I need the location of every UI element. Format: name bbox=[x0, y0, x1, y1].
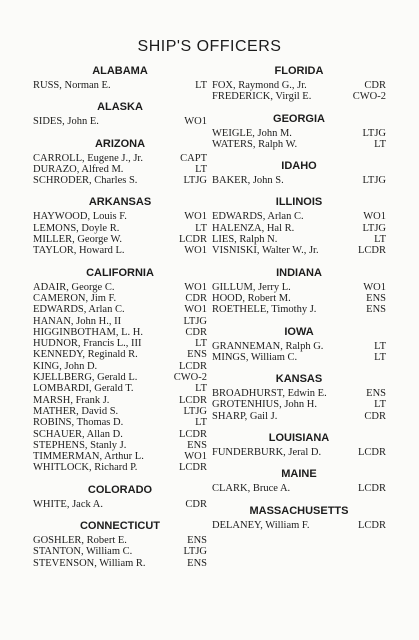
officer-row bbox=[33, 80, 207, 91]
state-section bbox=[212, 372, 386, 422]
officer-name: HANAN, John H., II bbox=[33, 315, 122, 327]
officer-rank: CAPT bbox=[180, 152, 207, 164]
officer-name: MILLER, George W. bbox=[33, 234, 123, 246]
officer-row bbox=[212, 245, 386, 256]
officer-rank: CDR bbox=[185, 292, 207, 304]
officer-name: GRANNEMAN, Ralph G. bbox=[212, 340, 324, 352]
officer-name: SCHRODER, Charles S. bbox=[33, 175, 138, 187]
officer-name: SCHAUER, Allan D. bbox=[33, 428, 123, 440]
officer-row bbox=[33, 282, 207, 293]
officer-name: CAMERON, Jim F. bbox=[33, 292, 117, 304]
state-heading: ARKANSAS bbox=[88, 196, 152, 209]
officer-rank: LCDR bbox=[178, 234, 207, 246]
officer-row bbox=[33, 223, 207, 234]
officer-name: EDWARDS, Arlan C. bbox=[33, 304, 125, 316]
officer-name: KJELLBERG, Gerald L. bbox=[33, 372, 138, 384]
state-section bbox=[33, 64, 207, 91]
officer-row bbox=[212, 483, 386, 494]
officer-row bbox=[33, 293, 207, 304]
officer-rank: WO1 bbox=[363, 281, 386, 293]
state-section bbox=[33, 266, 207, 474]
officer-name: FREDERICK, Virgil E. bbox=[212, 91, 312, 103]
officer-rank: LT bbox=[195, 383, 207, 395]
officer-name: KING, John D. bbox=[33, 360, 98, 372]
officer-rank: LTJG bbox=[183, 546, 207, 558]
state-heading: CALIFORNIA bbox=[86, 266, 154, 279]
officer-rank: LTJG bbox=[183, 175, 207, 187]
state-heading: GEORGIA bbox=[273, 112, 325, 125]
officer-rank: LT bbox=[195, 222, 207, 234]
officer-name: EDWARDS, Arlan C. bbox=[212, 211, 304, 223]
state-section bbox=[33, 137, 207, 187]
officer-name: VISNISKI, Walter W., Jr. bbox=[212, 245, 319, 257]
officer-name: MINGS, William C. bbox=[212, 351, 298, 363]
state-heading: ALASKA bbox=[97, 101, 143, 114]
officer-row bbox=[33, 417, 207, 428]
officer-row bbox=[33, 558, 207, 569]
officer-row bbox=[33, 361, 207, 372]
officer-row bbox=[33, 406, 207, 417]
officer-row bbox=[212, 447, 386, 458]
state-section bbox=[33, 195, 207, 256]
officer-name: LIES, Ralph N. bbox=[212, 234, 278, 246]
officer-name: MATHER, David S. bbox=[33, 405, 119, 417]
officer-rank: ENS bbox=[187, 535, 207, 547]
officer-row bbox=[33, 440, 207, 451]
officer-row bbox=[33, 338, 207, 349]
officer-row bbox=[212, 341, 386, 352]
officer-rank: LTJG bbox=[183, 315, 207, 327]
officer-name: RUSS, Norman E. bbox=[33, 80, 111, 91]
officer-row bbox=[33, 372, 207, 383]
officer-row bbox=[212, 211, 386, 222]
officer-row bbox=[212, 293, 386, 304]
officer-name: WHITE, Jack A. bbox=[33, 498, 103, 510]
state-section bbox=[212, 431, 386, 458]
officer-rank: LCDR bbox=[357, 245, 386, 257]
officer-rank: CDR bbox=[364, 80, 386, 91]
officer-rank: LCDR bbox=[357, 483, 386, 495]
state-section bbox=[33, 483, 207, 510]
officer-name: ADAIR, George C. bbox=[33, 281, 115, 293]
officer-rank: LCDR bbox=[178, 360, 207, 372]
officer-rank: WO1 bbox=[184, 245, 207, 257]
state-heading: MAINE bbox=[281, 468, 317, 481]
officer-rank: CDR bbox=[364, 410, 386, 422]
officer-name: DURAZO, Alfred M. bbox=[33, 163, 124, 175]
officer-rank: LTJG bbox=[183, 405, 207, 417]
officer-name: WEIGLE, John M. bbox=[212, 127, 292, 139]
officer-name: LEMONS, Doyle R. bbox=[33, 222, 120, 234]
state-section bbox=[212, 64, 386, 103]
state-heading: INDIANA bbox=[276, 266, 322, 279]
state-heading: MASSACHUSETTS bbox=[249, 504, 349, 517]
officer-rank: LCDR bbox=[357, 447, 386, 459]
officer-row bbox=[33, 304, 207, 315]
officer-rank: ENS bbox=[187, 349, 207, 361]
state-section bbox=[212, 195, 386, 256]
state-section bbox=[212, 467, 386, 494]
officer-row bbox=[212, 411, 386, 422]
officer-name: BROADHURST, Edwin E. bbox=[212, 388, 327, 400]
state-heading: IDAHO bbox=[281, 160, 317, 173]
state-heading: ARIZONA bbox=[94, 137, 146, 150]
state-heading: COLORADO bbox=[87, 483, 153, 496]
officer-rank: LT bbox=[374, 138, 386, 150]
officer-name: TAYLOR, Howard L. bbox=[33, 245, 125, 257]
officer-row bbox=[33, 349, 207, 360]
officer-row bbox=[33, 383, 207, 394]
officer-rank: LT bbox=[374, 399, 386, 411]
officer-rank: LT bbox=[374, 351, 386, 363]
officer-rank: LCDR bbox=[178, 462, 207, 474]
officer-row bbox=[33, 164, 207, 175]
page-title: SHIP'S OFFICERS bbox=[137, 38, 282, 55]
officer-name: WATERS, Ralph W. bbox=[212, 138, 298, 150]
officer-column-right bbox=[212, 64, 386, 531]
officer-name: HAYWOOD, Louis F. bbox=[33, 211, 127, 223]
officer-row bbox=[33, 153, 207, 164]
officer-name: STEVENSON, William R. bbox=[33, 557, 146, 569]
officer-row bbox=[33, 546, 207, 557]
officer-row bbox=[33, 175, 207, 186]
officer-rank: ENS bbox=[366, 304, 386, 316]
officer-name: GILLUM, Jerry L. bbox=[212, 281, 291, 293]
state-section bbox=[212, 504, 386, 531]
officer-row bbox=[33, 245, 207, 256]
state-section bbox=[33, 100, 207, 127]
officer-rank: LCDR bbox=[357, 519, 386, 531]
officer-rank: WO1 bbox=[184, 116, 207, 128]
state-heading: KANSAS bbox=[275, 373, 323, 386]
officer-name: HIGGINBOTHAM, L. H. bbox=[33, 326, 143, 338]
officer-rank: LT bbox=[374, 340, 386, 352]
officer-name: SIDES, John E. bbox=[33, 116, 99, 128]
officer-rank: CWO-2 bbox=[173, 372, 207, 384]
officer-row bbox=[33, 499, 207, 510]
officer-row bbox=[33, 116, 207, 127]
officer-row bbox=[33, 327, 207, 338]
state-heading: ALABAMA bbox=[92, 65, 148, 77]
officer-name: HOOD, Robert M. bbox=[212, 292, 291, 304]
officer-name: ROETHELE, Timothy J. bbox=[212, 304, 317, 316]
state-section bbox=[33, 519, 207, 569]
officer-rank: ENS bbox=[187, 557, 207, 569]
officer-name: GOSHLER, Robert E. bbox=[33, 535, 127, 547]
officer-name: LOMBARDI, Gerald T. bbox=[33, 383, 134, 395]
officer-name: HUDNOR, Francis L., III bbox=[33, 338, 142, 350]
officer-row bbox=[212, 388, 386, 399]
officer-column-left bbox=[33, 64, 207, 569]
officer-name: FUNDERBURK, Jeral D. bbox=[212, 447, 322, 459]
officer-rank: LCDR bbox=[178, 428, 207, 440]
officer-row bbox=[33, 234, 207, 245]
officer-row bbox=[212, 520, 386, 531]
officer-name: CARROLL, Eugene J., Jr. bbox=[33, 152, 143, 164]
state-heading: CONNECTICUT bbox=[79, 520, 161, 533]
officer-rank: WO1 bbox=[363, 211, 386, 223]
officer-rank: LT bbox=[374, 234, 386, 246]
officer-row bbox=[33, 462, 207, 473]
state-heading: FLORIDA bbox=[274, 65, 324, 77]
officer-row bbox=[212, 234, 386, 245]
state-section bbox=[212, 325, 386, 364]
officer-rank: LTJG bbox=[362, 175, 386, 187]
officer-name: DELANEY, William F. bbox=[212, 519, 310, 531]
officer-row bbox=[212, 282, 386, 293]
officer-rank: WO1 bbox=[184, 211, 207, 223]
officer-rank: ENS bbox=[366, 292, 386, 304]
officer-rank: WO1 bbox=[184, 451, 207, 463]
state-section bbox=[212, 159, 386, 186]
officer-row bbox=[212, 80, 386, 91]
officer-row bbox=[33, 316, 207, 327]
officer-name: CLARK, Bruce A. bbox=[212, 483, 291, 495]
officer-rank: ENS bbox=[366, 388, 386, 400]
officer-name: BAKER, John S. bbox=[212, 175, 284, 187]
officer-row bbox=[33, 451, 207, 462]
officer-rank: LTJG bbox=[362, 222, 386, 234]
state-heading: IOWA bbox=[284, 325, 314, 338]
officer-row bbox=[212, 223, 386, 234]
officer-row bbox=[33, 211, 207, 222]
officer-rank: LT bbox=[195, 80, 207, 91]
officer-rank: WO1 bbox=[184, 304, 207, 316]
officer-row bbox=[212, 352, 386, 363]
officer-rank: CDR bbox=[185, 326, 207, 338]
officer-rank: ENS bbox=[187, 439, 207, 451]
officer-name: HALENZA, Hal R. bbox=[212, 222, 295, 234]
officer-name: KENNEDY, Reginald R. bbox=[33, 349, 138, 361]
officer-row bbox=[33, 429, 207, 440]
officer-rank: LT bbox=[195, 163, 207, 175]
officer-name: GROTENHIUS, John H. bbox=[212, 399, 317, 411]
officer-name: FOX, Raymond G., Jr. bbox=[212, 80, 307, 91]
officer-row bbox=[212, 139, 386, 150]
officer-name: SHARP, Gail J. bbox=[212, 410, 278, 422]
officer-row bbox=[212, 91, 386, 102]
state-section bbox=[212, 112, 386, 151]
officer-name: STEPHENS, Stanly J. bbox=[33, 439, 127, 451]
officer-rank: LCDR bbox=[178, 394, 207, 406]
officer-row bbox=[212, 175, 386, 186]
state-section bbox=[212, 266, 386, 316]
officer-rank: WO1 bbox=[184, 281, 207, 293]
state-heading: ILLINOIS bbox=[275, 196, 323, 209]
officer-name: STANTON, William C. bbox=[33, 546, 133, 558]
officer-name: ROBINS, Thomas D. bbox=[33, 417, 124, 429]
state-heading: LOUISIANA bbox=[268, 432, 330, 445]
officer-row bbox=[212, 128, 386, 139]
officer-rank: CWO-2 bbox=[352, 91, 386, 103]
officer-rank: LTJG bbox=[362, 127, 386, 139]
officer-name: WHITLOCK, Richard P. bbox=[33, 462, 138, 474]
officer-name: TIMMERMAN, Arthur L. bbox=[33, 451, 144, 463]
officer-row bbox=[33, 535, 207, 546]
officer-name: MARSH, Frank J. bbox=[33, 394, 110, 406]
officer-rank: CDR bbox=[185, 498, 207, 510]
officer-row bbox=[33, 395, 207, 406]
officer-rank: LT bbox=[195, 338, 207, 350]
officer-rank: LT bbox=[195, 417, 207, 429]
officer-row bbox=[212, 399, 386, 410]
officer-row bbox=[212, 304, 386, 315]
